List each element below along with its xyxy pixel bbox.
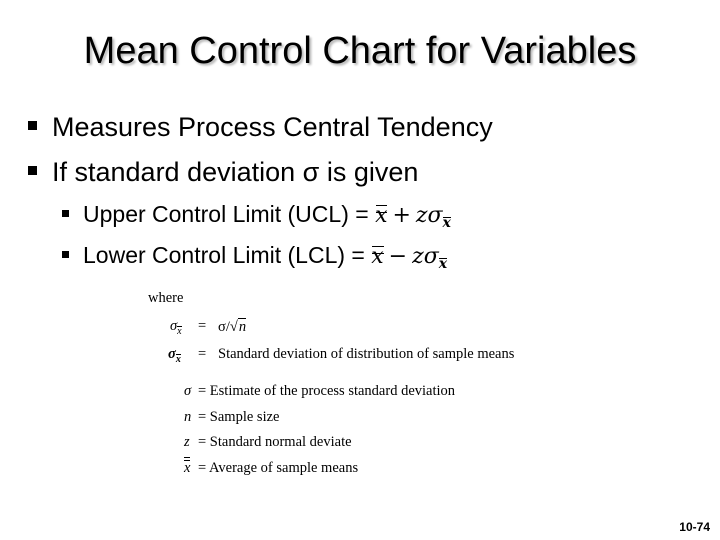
- square-bullet-icon: [62, 210, 69, 217]
- ucl-formula: x + zσ $_x$: [375, 203, 451, 231]
- x-double-bar: x: [375, 203, 388, 228]
- slide: Mean Control Chart for Variables Measures Process Central Tendency If standard deviation σ is given Upper Control Limit (UCL) = x + zσ $_x$ Lower Control Limit (LCL) = x − zσ $_x$ where σ $_x$ = σ/√n σ $_x$ = Standard deviation of distribution of sample means σ = Estimate of the process standard deviation n = Sample size z = Standard normal deviate x = Average of sample means 10-74: [0, 0, 720, 540]
- lcl-label: Lower Control Limit (LCL) =: [83, 242, 365, 268]
- bullet-central-tendency: [28, 114, 493, 141]
- bullet-ucl: [62, 203, 451, 230]
- sigma-xbar-symbol: σ $_x$: [170, 318, 182, 337]
- bullet-sigma-given: [28, 159, 418, 186]
- square-bullet-icon: [28, 121, 37, 130]
- sigma-xbar-symbol: σ $_x$: [168, 346, 181, 365]
- bullet-text: Measures Process Central Tendency: [52, 112, 493, 142]
- ucl-label: Upper Control Limit (UCL) =: [83, 201, 369, 227]
- slide-title: Mean Control Chart for Variables: [83, 30, 637, 72]
- x-double-bar: x: [184, 460, 190, 477]
- square-bullet-icon: [62, 251, 69, 258]
- where-label: where: [148, 290, 184, 306]
- square-bullet-icon: [28, 166, 37, 175]
- bullet-text: If standard deviation σ is given: [52, 157, 419, 187]
- lcl-formula: x − zσ $_x$: [371, 244, 448, 272]
- bullet-lcl: [62, 244, 447, 271]
- x-double-bar: x: [371, 244, 384, 269]
- sqrt-icon: √: [229, 319, 238, 335]
- page-number: 10-74: [679, 520, 710, 534]
